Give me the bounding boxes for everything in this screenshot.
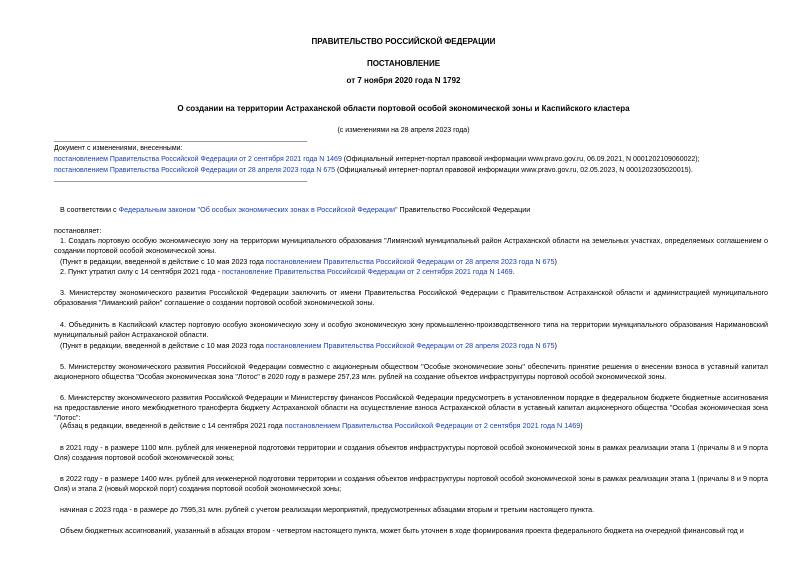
divider-bottom [54,181,307,182]
document-date: от 7 ноября 2020 года N 1792 [346,76,461,85]
divider-top [54,141,307,142]
government-heading: ПРАВИТЕЛЬСТВО РОССИЙСКОЙ ФЕДЕРАЦИИ [311,37,496,46]
paragraph-5: 5. Министерству экономического развития Российской Федерации совместно с акционерным обществом "Особые экономические зоны" обеспечить принятие решения о внесении взноса в уставный капитал акционерного общества "Особая экономическая зона "Лотос" в 2020 году в размере 257,23 млн. рублей на создание объектов инфраструктуры портовой особой экономической зоны. [54,362,768,381]
note-paragraph-6: (Абзац в редакции, введенной в действие с 14 сентября 2021 года постановлением Правительства Российской Федерации от 2 сентября 2021 года N 1469) [60,421,583,430]
changes-item-2: постановлением Правительства Российской Федерации от 28 апреля 2023 года N 675 (Официальный интернет-портал правовой информации www.pravo.gov.ru, 02.05.2023, N 0001202305020015). [54,167,693,174]
amendments-note: (с изменениями на 28 апреля 2023 года) [337,127,470,134]
paragraph-6-2021: в 2021 году - в размере 1100 млн. рублей для инженерной подготовки территории и создания объектов инфраструктуры портовой особой экономической зоны в рамках реализации этапа 1 (причалы 8 и 9 порта Оля) создания портовой особой экономической зоны; [54,443,768,462]
changes-item-1: постановлением Правительства Российской Федерации от 2 сентября 2021 года N 1469 (Официальный интернет-портал правовой информации www.pravo.gov.ru, 06.09.2021, N 0001202109060022); [54,156,700,163]
link-note6-1469[interactable]: постановлением Правительства Российской Федерации от 2 сентября 2021 года N 1469 [284,421,581,430]
paragraph-3: 3. Министерству экономического развития Российской Федерации заключить от имени Правительства Российской Федерации с Правительством Астраханской области и администрацией муниципального образования "Лиманский район" соглашение о создании портовой особой экономической зоны. [54,288,768,307]
paragraph-6-volume: Объем бюджетных ассигнований, указанный в абзацах втором - четвертом настоящего пункта, может быть уточнен в ходе формирования проекта федерального бюджета на очередной финансовый год и [60,526,744,535]
link-resolution-675[interactable]: постановлением Правительства Российской Федерации от 28 апреля 2023 года N 675 [54,167,336,174]
paragraph-6-2022: в 2022 году - в размере 1400 млн. рублей для инженерной подготовки территории и создания объектов инфраструктуры портовой особой экономической зоны в рамках реализации этапа 1 (причалы 8 и 9 порта Оля) и этапа 2 (новый морской порт) создания портовой особой экономической зоны; [54,474,768,493]
link-p2-1469[interactable]: постановление Правительства Российской Федерации от 2 сентября 2021 года N 1469 [221,267,513,276]
paragraph-6-2023: начиная с 2023 года - в размере до 7595,31 млн. рублей с учетом реализации мероприятий, предусмотренных абзацами вторым и третьим настоящего пункта. [60,505,595,514]
changes-block [54,143,774,176]
preamble: В соответствии с Федеральным законом "Об особых экономических зонах в Российской Федерации" Правительство Российской Федерации [60,205,531,214]
link-note1-675[interactable]: постановлением Правительства Российской Федерации от 28 апреля 2023 года N 675 [265,257,555,266]
link-federal-law[interactable]: Федеральным законом "Об особых экономических зонах в Российской Федерации" [118,205,398,214]
paragraph-1: 1. Создать портовую особую экономическую зону на территории муниципального образования "Лимянский муниципальный район Астраханской области на земельных участках, определяемых соглашением о создании портовой особой экономической зоны. [54,236,768,255]
changes-intro: Документ с изменениями, внесенными: [54,145,183,152]
link-note4-675[interactable]: постановлением Правительства Российской Федерации от 28 апреля 2023 года N 675 [265,341,555,350]
note-paragraph-1: (Пункт в редакции, введенной в действие с 10 мая 2023 года постановлением Правительства Российской Федерации от 28 апреля 2023 года N 675) [60,257,557,266]
note-paragraph-4: (Пункт в редакции, введенной в действие с 10 мая 2023 года постановлением Правительства Российской Федерации от 28 апреля 2023 года N 675) [60,341,557,350]
document-title: О создании на территории Астраханской области портовой особой экономической зоны и Каспийского кластера [177,104,630,113]
link-resolution-1469[interactable]: постановлением Правительства Российской Федерации от 2 сентября 2021 года N 1469 [54,156,342,163]
document-type: ПОСТАНОВЛЕНИЕ [366,59,441,68]
paragraph-2: 2. Пункт утратил силу с 14 сентября 2021 года - постановление Правительства Российской Федерации от 2 сентября 2021 года N 1469. [60,267,515,276]
paragraph-6: 6. Министерству экономического развития Российской Федерации и Министерству финансов Российской Федерации предусмотреть в установленном порядке в федеральном бюджете бюджетные ассигнования на предоставление иного межбюджетного трансферта бюджету Астраханской области на осуществление взноса Астраханской области в уставный капитал акционерного общества "Особая экономическая зона "Лотос": [54,393,768,422]
paragraph-4: 4. Объединить в Каспийский кластер портовую особую экономическую зону и особую экономическую зону промышленно-производственного типа на территории муниципального образования Наримановский муниципальный район Астраханской области. [54,320,768,339]
resolves-text: постановляет: [54,226,102,235]
